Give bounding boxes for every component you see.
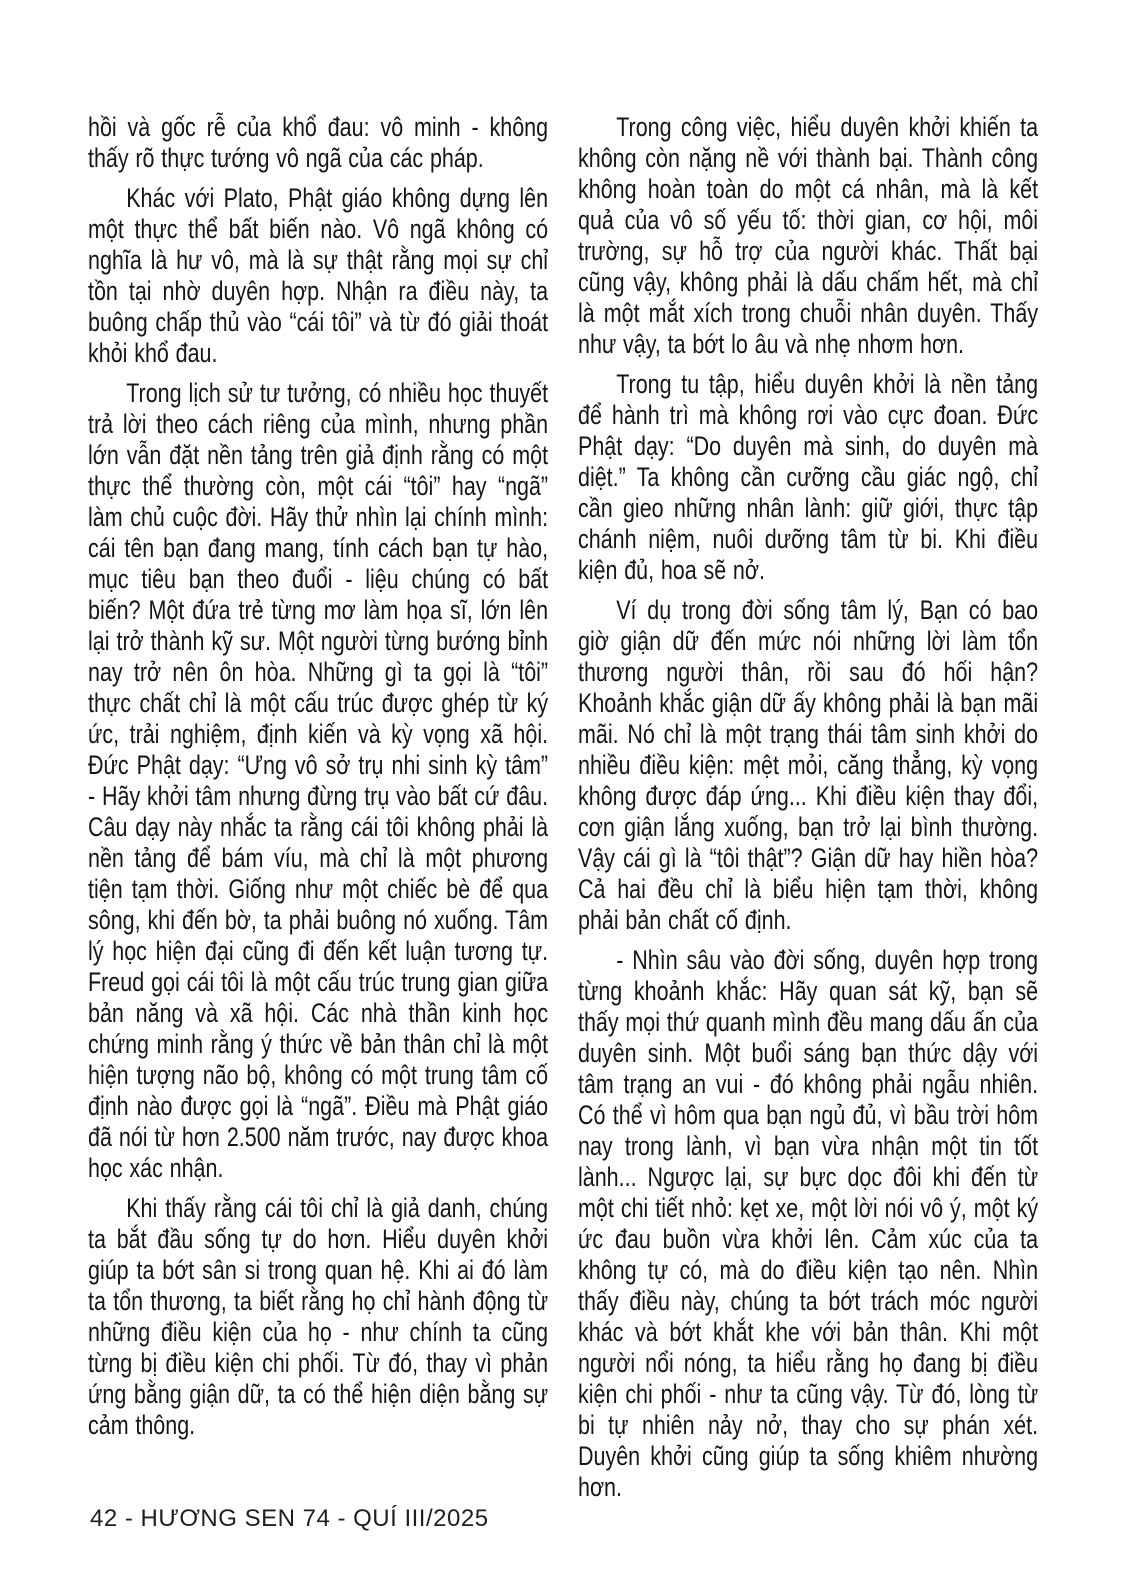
text-column-left	[88, 112, 548, 1450]
paragraph: Khi thấy rằng cái tôi chỉ là giả danh, chúng ta bắt đầu sống tự do hơn. Hiểu duyên khởi giúp ta bớt sân si trong quan hệ. Khi ai đó làm ta tổn thương, ta biết rằng họ chỉ hành động từ những điều kiện của họ - như chính ta cũng từng bị điều kiện chi phối. Từ đó, thay vì phản ứng bằng giận dữ, ta có thể hiện diện bằng sự cảm thông.	[88, 1193, 549, 1440]
text-column-right	[578, 112, 1038, 1512]
paragraph: Ví dụ trong đời sống tâm lý, Bạn có bao giờ giận dữ đến mức nói những lời làm tổn thương người thân, rồi sau đó hối hận? Khoảnh khắc giận dữ ấy không phải là bạn mãi mãi. Nó chỉ là một trạng thái tâm sinh khởi do nhiều điều kiện: mệt mỏi, căng thẳng, kỳ vọng không được đáp ứng... Khi điều kiện thay đổi, cơn giận lắng xuống, bạn trở lại bình thường. Vậy cái gì là “tôi thật”? Giận dữ hay hiền hòa? Cả hai đều chỉ là biểu hiện tạm thời, không phải bản chất cố định.	[578, 595, 1039, 935]
footer-text: 42 - HƯƠNG SEN 74 - QUÍ III/2025	[90, 1505, 489, 1532]
text-column-right-content	[578, 112, 1038, 1503]
paragraph: Khác với Plato, Phật giáo không dựng lên một thực thể bất biến nào. Vô ngã không có nghĩa là hư vô, mà là sự thật rằng mọi sự chỉ tồn tại nhờ duyên hợp. Nhận ra điều này, ta buông chấp thủ vào “cái tôi” và từ đó giải thoát khỏi khổ đau.	[88, 183, 549, 368]
text-column-left-content	[88, 112, 548, 1441]
paragraph: - Nhìn sâu vào đời sống, duyên hợp trong từng khoảnh khắc: Hãy quan sát kỹ, bạn sẽ thấy mọi thứ quanh mình đều mang dấu ấn của duyên sinh. Một buổi sáng bạn thức dậy với tâm trạng an vui - đó không phải ngẫu nhiên. Có thể vì hôm qua bạn ngủ đủ, vì bầu trời hôm nay trong lành, vì bạn vừa nhận một tin tốt lành... Ngược lại, sự bực dọc đôi khi đến từ một chi tiết nhỏ: kẹt xe, một lời nói vô ý, một ký ức đau buồn vừa khởi lên. Cảm xúc của ta không tự có, mà do điều kiện tạo nên. Nhìn thấy điều này, chúng ta bớt trách móc người khác và bớt khắt khe với bản thân. Khi một người nổi nóng, ta hiểu rằng họ đang bị điều kiện chi phối - như ta cũng vậy. Từ đó, lòng từ bi tự nhiên nảy nở, thay cho sự phán xét. Duyên khởi cũng giúp ta sống khiêm nhường hơn.	[578, 945, 1039, 1502]
paragraph: Trong công việc, hiểu duyên khởi khiến ta không còn nặng nề với thành bại. Thành công không hoàn toàn do một cá nhân, mà là kết quả của vô số yếu tố: thời gian, cơ hội, môi trường, sự hỗ trợ của người khác. Thất bại cũng vậy, không phải là dấu chấm hết, mà chỉ là một mắt xích trong chuỗi nhân duyên. Thấy như vậy, ta bớt lo âu và nhẹ nhơm hơn.	[578, 112, 1039, 359]
paragraph: Trong tu tập, hiểu duyên khởi là nền tảng để hành trì mà không rơi vào cực đoan. Đức Phật dạy: “Do duyên mà sinh, do duyên mà diệt.” Ta không cần cưỡng cầu giác ngộ, chỉ cần gieo những nhân lành: giữ giới, thực tập chánh niệm, nuôi dưỡng tâm từ bi. Khi điều kiện đủ, hoa sẽ nở.	[578, 369, 1039, 585]
page-footer	[90, 1505, 489, 1533]
paragraph: Trong lịch sử tư tưởng, có nhiều học thuyết trả lời theo cách riêng của mình, nhưng phần lớn vẫn đặt nền tảng trên giả định rằng có một thực thể thường còn, một cái “tôi” hay “ngã” làm chủ cuộc đời. Hãy thử nhìn lại chính mình: cái tên bạn đang mang, tính cách bạn tự hào, mục tiêu bạn theo đuổi - liệu chúng có bất biến? Một đứa trẻ từng mơ làm họa sĩ, lớn lên lại trở thành kỹ sư. Một người từng bướng bỉnh nay trở nên ôn hòa. Những gì ta gọi là “tôi” thực chất chỉ là một cấu trúc được ghép từ ký ức, trải nghiệm, định kiến và kỳ vọng xã hội. Đức Phật dạy: “Ưng vô sở trụ nhi sinh kỳ tâm” - Hãy khởi tâm nhưng đừng trụ vào bất cứ đâu. Câu dạy này nhắc ta rằng cái tôi không phải là nền tảng để bám víu, mà chỉ là một phương tiện tạm thời. Giống như một chiếc bè để qua sông, khi đến bờ, ta phải buông nó xuống. Tâm lý học hiện đại cũng đi đến kết luận tương tự. Freud gọi cái tôi là một cấu trúc trung gian giữa bản năng và xã hội. Các nhà thần kinh học chứng minh rằng ý thức về bản thân chỉ là một hiện tượng não bộ, không có một trung tâm cố định nào được gọi là “ngã”. Điều mà Phật giáo đã nói từ hơn 2.500 năm trước, nay được khoa học xác nhận.	[88, 378, 549, 1183]
paragraph: hồi và gốc rễ của khổ đau: vô minh - không thấy rõ thực tướng vô ngã của các pháp.	[88, 112, 549, 173]
